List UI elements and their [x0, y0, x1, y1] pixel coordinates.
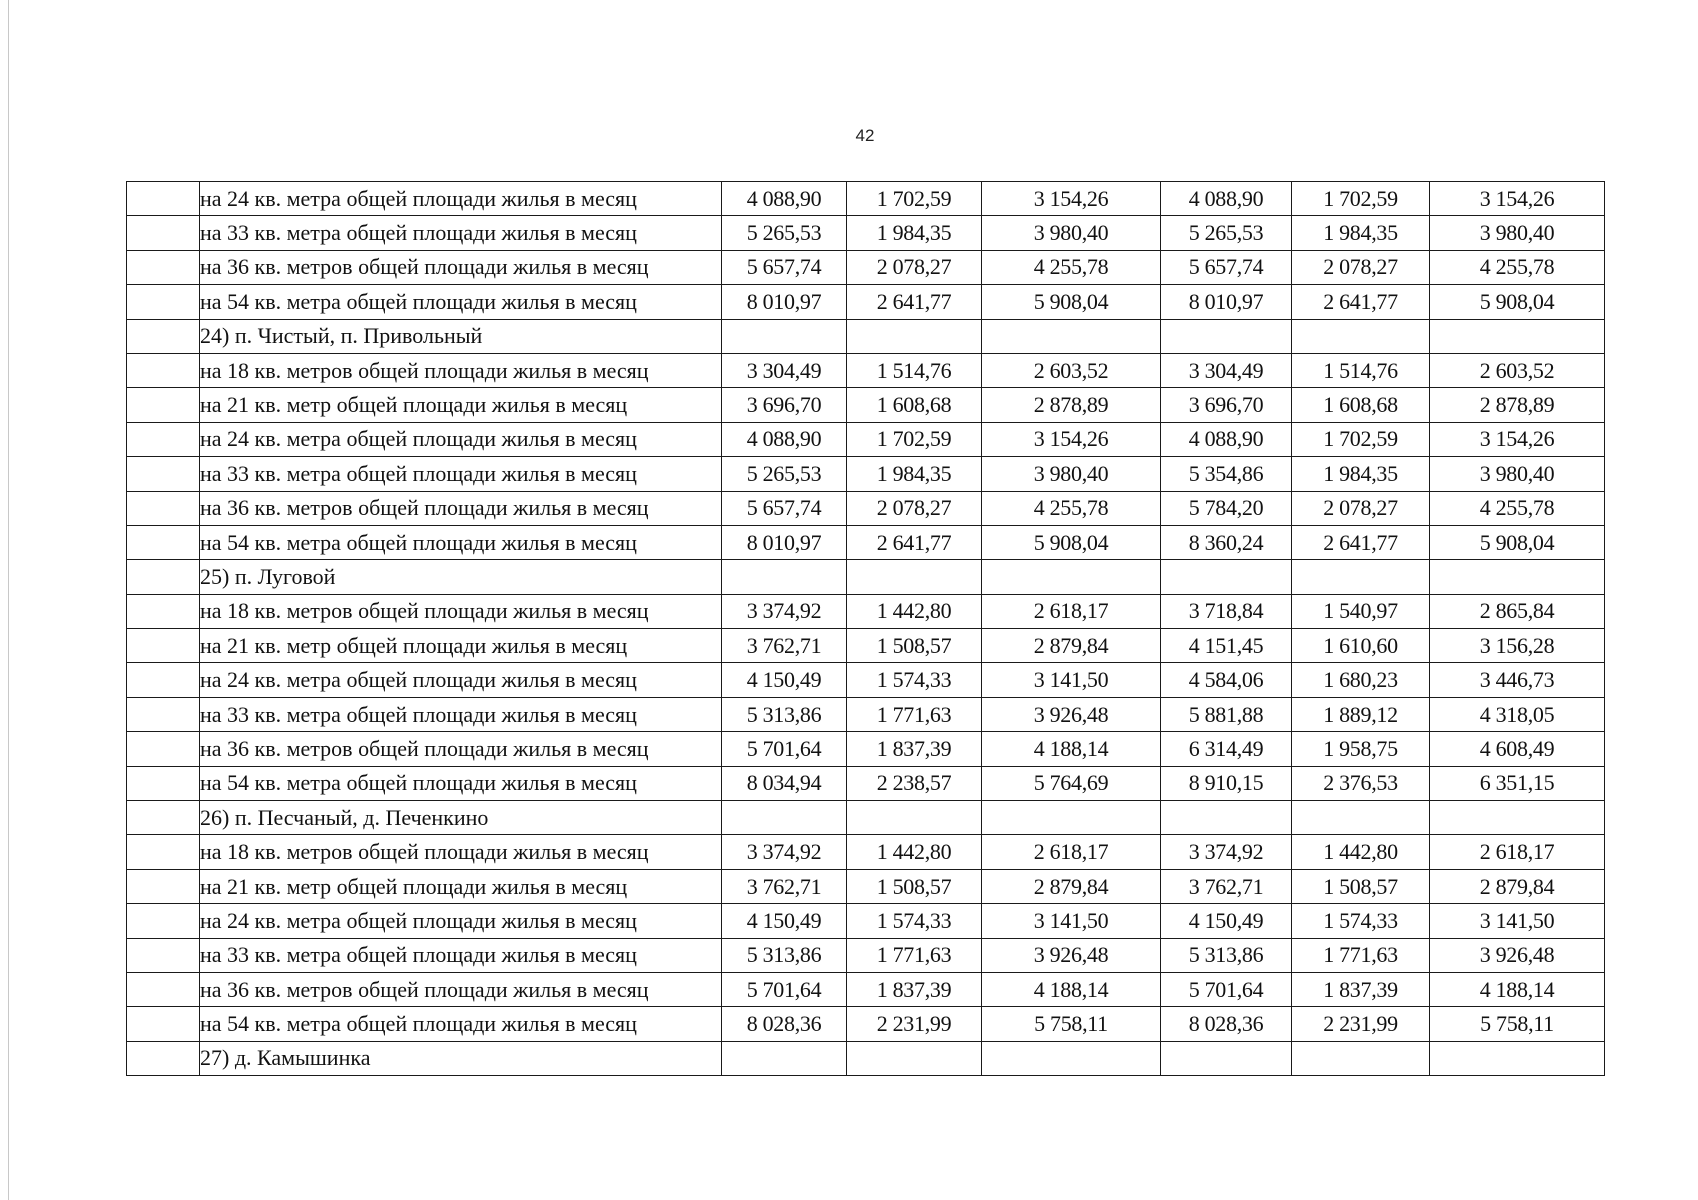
page-number: 42	[855, 126, 875, 145]
value-cell-6: 3 446,73	[1430, 663, 1605, 697]
value-cell-3: 5 908,04	[982, 285, 1161, 319]
value-cell-4: 4 584,06	[1161, 663, 1292, 697]
value-cell-3: 2 603,52	[982, 353, 1161, 387]
value-cell-4: 8 360,24	[1161, 525, 1292, 559]
scan-edge-line	[8, 0, 9, 1200]
value-cell-3: 4 255,78	[982, 491, 1161, 525]
row-label: на 21 кв. метр общей площади жилья в месяц	[200, 629, 722, 663]
value-cell-3: 3 926,48	[982, 938, 1161, 972]
row-index-cell	[127, 732, 200, 766]
row-label: на 54 кв. метра общей площади жилья в месяц	[200, 525, 722, 559]
tariff-table	[126, 181, 1605, 1076]
settlement-name: 25) п. Луговой	[200, 560, 722, 594]
value-cell-3: 5 764,69	[982, 766, 1161, 800]
value-cell-4: 3 374,92	[1161, 835, 1292, 869]
row-label: на 24 кв. метра общей площади жилья в месяц	[200, 182, 722, 216]
value-cell-4	[1161, 319, 1292, 353]
value-cell-2: 1 574,33	[847, 663, 982, 697]
value-cell-3: 4 188,14	[982, 732, 1161, 766]
row-label: на 18 кв. метров общей площади жилья в месяц	[200, 594, 722, 628]
value-cell-2: 1 702,59	[847, 422, 982, 456]
value-cell-4: 6 314,49	[1161, 732, 1292, 766]
value-cell-2: 1 442,80	[847, 594, 982, 628]
value-cell-2	[847, 801, 982, 835]
value-cell-5: 2 231,99	[1292, 1007, 1430, 1041]
value-cell-6: 4 608,49	[1430, 732, 1605, 766]
value-cell-3: 3 141,50	[982, 904, 1161, 938]
row-index-cell	[127, 801, 200, 835]
value-cell-2	[847, 319, 982, 353]
value-cell-6: 6 351,15	[1430, 766, 1605, 800]
value-cell-1: 4 150,49	[722, 904, 847, 938]
value-cell-5: 2 376,53	[1292, 766, 1430, 800]
value-cell-6: 3 154,26	[1430, 422, 1605, 456]
row-label: на 21 кв. метр общей площади жилья в месяц	[200, 388, 722, 422]
row-label: на 24 кв. метра общей площади жилья в месяц	[200, 904, 722, 938]
value-cell-1: 8 010,97	[722, 285, 847, 319]
value-cell-2: 2 641,77	[847, 525, 982, 559]
row-label: на 24 кв. метра общей площади жилья в месяц	[200, 663, 722, 697]
row-index-cell	[127, 560, 200, 594]
value-cell-6: 3 156,28	[1430, 629, 1605, 663]
value-cell-3: 3 154,26	[982, 182, 1161, 216]
value-cell-5	[1292, 319, 1430, 353]
table-row	[127, 663, 1605, 697]
value-cell-3: 3 980,40	[982, 216, 1161, 250]
row-index-cell	[127, 525, 200, 559]
row-label: на 33 кв. метра общей площади жилья в месяц	[200, 938, 722, 972]
value-cell-1: 5 701,64	[722, 732, 847, 766]
table-row	[127, 388, 1605, 422]
row-index-cell	[127, 972, 200, 1006]
row-label: на 33 кв. метра общей площади жилья в месяц	[200, 697, 722, 731]
value-cell-3	[982, 560, 1161, 594]
value-cell-2: 1 508,57	[847, 869, 982, 903]
value-cell-3: 4 255,78	[982, 250, 1161, 284]
row-index-cell	[127, 697, 200, 731]
value-cell-5: 1 771,63	[1292, 938, 1430, 972]
row-index-cell	[127, 422, 200, 456]
value-cell-5: 1 608,68	[1292, 388, 1430, 422]
table-row	[127, 250, 1605, 284]
row-index-cell	[127, 938, 200, 972]
value-cell-1	[722, 801, 847, 835]
value-cell-1: 3 374,92	[722, 835, 847, 869]
value-cell-6	[1430, 801, 1605, 835]
value-cell-4: 8 010,97	[1161, 285, 1292, 319]
settlement-group-row	[127, 801, 1605, 835]
value-cell-3: 4 188,14	[982, 972, 1161, 1006]
value-cell-4	[1161, 560, 1292, 594]
value-cell-6: 2 603,52	[1430, 353, 1605, 387]
value-cell-3: 5 908,04	[982, 525, 1161, 559]
table-row	[127, 766, 1605, 800]
table-row	[127, 629, 1605, 663]
row-index-cell	[127, 835, 200, 869]
value-cell-1: 8 028,36	[722, 1007, 847, 1041]
table-row	[127, 697, 1605, 731]
value-cell-1: 5 657,74	[722, 491, 847, 525]
row-index-cell	[127, 250, 200, 284]
row-label: на 24 кв. метра общей площади жилья в месяц	[200, 422, 722, 456]
value-cell-5: 1 984,35	[1292, 216, 1430, 250]
value-cell-6: 5 758,11	[1430, 1007, 1605, 1041]
value-cell-3: 3 926,48	[982, 697, 1161, 731]
value-cell-1: 5 265,53	[722, 216, 847, 250]
value-cell-3: 3 141,50	[982, 663, 1161, 697]
value-cell-6: 2 878,89	[1430, 388, 1605, 422]
row-index-cell	[127, 216, 200, 250]
value-cell-2: 1 771,63	[847, 697, 982, 731]
value-cell-4: 4 088,90	[1161, 182, 1292, 216]
table-row	[127, 904, 1605, 938]
value-cell-6: 5 908,04	[1430, 525, 1605, 559]
value-cell-2	[847, 1041, 982, 1075]
value-cell-1: 5 657,74	[722, 250, 847, 284]
value-cell-1: 8 010,97	[722, 525, 847, 559]
table-row	[127, 1007, 1605, 1041]
value-cell-1	[722, 1041, 847, 1075]
value-cell-6: 4 188,14	[1430, 972, 1605, 1006]
row-index-cell	[127, 285, 200, 319]
value-cell-2: 2 078,27	[847, 491, 982, 525]
value-cell-3: 3 980,40	[982, 457, 1161, 491]
value-cell-1: 4 088,90	[722, 182, 847, 216]
value-cell-4: 3 718,84	[1161, 594, 1292, 628]
row-index-cell	[127, 1041, 200, 1075]
value-cell-1: 4 150,49	[722, 663, 847, 697]
table-row	[127, 525, 1605, 559]
value-cell-5: 1 837,39	[1292, 972, 1430, 1006]
value-cell-5: 1 442,80	[1292, 835, 1430, 869]
value-cell-5: 1 540,97	[1292, 594, 1430, 628]
value-cell-6	[1430, 560, 1605, 594]
value-cell-6: 3 980,40	[1430, 457, 1605, 491]
row-index-cell	[127, 457, 200, 491]
row-label: на 54 кв. метра общей площади жилья в месяц	[200, 285, 722, 319]
table-row	[127, 835, 1605, 869]
row-index-cell	[127, 319, 200, 353]
table-row	[127, 422, 1605, 456]
row-label: на 36 кв. метров общей площади жилья в месяц	[200, 972, 722, 1006]
value-cell-2: 1 442,80	[847, 835, 982, 869]
value-cell-2: 1 702,59	[847, 182, 982, 216]
value-cell-2: 1 837,39	[847, 732, 982, 766]
value-cell-2	[847, 560, 982, 594]
table-row	[127, 457, 1605, 491]
table-row	[127, 938, 1605, 972]
row-index-cell	[127, 629, 200, 663]
value-cell-4: 5 313,86	[1161, 938, 1292, 972]
value-cell-3: 2 618,17	[982, 835, 1161, 869]
row-index-cell	[127, 353, 200, 387]
table-row	[127, 869, 1605, 903]
value-cell-3: 3 154,26	[982, 422, 1161, 456]
value-cell-2: 1 508,57	[847, 629, 982, 663]
table-row	[127, 594, 1605, 628]
row-label: на 54 кв. метра общей площади жилья в месяц	[200, 766, 722, 800]
row-label: на 36 кв. метров общей площади жилья в месяц	[200, 732, 722, 766]
value-cell-4: 4 151,45	[1161, 629, 1292, 663]
table-row	[127, 491, 1605, 525]
row-label: на 33 кв. метра общей площади жилья в месяц	[200, 216, 722, 250]
value-cell-3: 2 618,17	[982, 594, 1161, 628]
value-cell-5: 1 514,76	[1292, 353, 1430, 387]
value-cell-5: 1 680,23	[1292, 663, 1430, 697]
value-cell-5: 1 508,57	[1292, 869, 1430, 903]
value-cell-3: 2 879,84	[982, 629, 1161, 663]
value-cell-6: 4 318,05	[1430, 697, 1605, 731]
value-cell-1: 3 762,71	[722, 629, 847, 663]
value-cell-5: 1 610,60	[1292, 629, 1430, 663]
value-cell-5: 1 574,33	[1292, 904, 1430, 938]
row-label: на 36 кв. метров общей площади жилья в месяц	[200, 250, 722, 284]
value-cell-4: 4 088,90	[1161, 422, 1292, 456]
value-cell-6: 3 154,26	[1430, 182, 1605, 216]
value-cell-6: 3 980,40	[1430, 216, 1605, 250]
value-cell-3: 2 879,84	[982, 869, 1161, 903]
value-cell-2: 1 574,33	[847, 904, 982, 938]
value-cell-4	[1161, 801, 1292, 835]
value-cell-5: 1 702,59	[1292, 182, 1430, 216]
row-index-cell	[127, 491, 200, 525]
value-cell-1: 3 696,70	[722, 388, 847, 422]
value-cell-5: 1 889,12	[1292, 697, 1430, 731]
value-cell-3	[982, 1041, 1161, 1075]
value-cell-6: 4 255,78	[1430, 250, 1605, 284]
table-row	[127, 182, 1605, 216]
value-cell-1: 5 313,86	[722, 938, 847, 972]
value-cell-1	[722, 319, 847, 353]
table-row	[127, 216, 1605, 250]
settlement-name: 26) п. Песчаный, д. Печенкино	[200, 801, 722, 835]
tariff-table-body	[127, 182, 1605, 1076]
row-label: на 18 кв. метров общей площади жилья в месяц	[200, 353, 722, 387]
value-cell-4: 8 028,36	[1161, 1007, 1292, 1041]
row-index-cell	[127, 594, 200, 628]
value-cell-4: 3 762,71	[1161, 869, 1292, 903]
value-cell-2: 1 837,39	[847, 972, 982, 1006]
row-index-cell	[127, 388, 200, 422]
value-cell-2: 2 641,77	[847, 285, 982, 319]
value-cell-3	[982, 319, 1161, 353]
value-cell-5: 1 984,35	[1292, 457, 1430, 491]
row-label: на 33 кв. метра общей площади жилья в месяц	[200, 457, 722, 491]
value-cell-5: 2 078,27	[1292, 491, 1430, 525]
value-cell-6: 3 926,48	[1430, 938, 1605, 972]
value-cell-4: 5 881,88	[1161, 697, 1292, 731]
table-row	[127, 285, 1605, 319]
value-cell-1: 4 088,90	[722, 422, 847, 456]
value-cell-6: 4 255,78	[1430, 491, 1605, 525]
row-label: на 54 кв. метра общей площади жилья в месяц	[200, 1007, 722, 1041]
value-cell-2: 1 984,35	[847, 457, 982, 491]
value-cell-5: 2 641,77	[1292, 525, 1430, 559]
value-cell-1	[722, 560, 847, 594]
value-cell-4: 8 910,15	[1161, 766, 1292, 800]
value-cell-1: 5 265,53	[722, 457, 847, 491]
row-label: на 18 кв. метров общей площади жилья в месяц	[200, 835, 722, 869]
value-cell-4: 3 304,49	[1161, 353, 1292, 387]
value-cell-2: 2 078,27	[847, 250, 982, 284]
value-cell-4: 4 150,49	[1161, 904, 1292, 938]
value-cell-5	[1292, 560, 1430, 594]
row-index-cell	[127, 766, 200, 800]
value-cell-1: 5 701,64	[722, 972, 847, 1006]
value-cell-1: 8 034,94	[722, 766, 847, 800]
value-cell-2: 1 771,63	[847, 938, 982, 972]
value-cell-4: 5 657,74	[1161, 250, 1292, 284]
settlement-name: 27) д. Камышинка	[200, 1041, 722, 1075]
settlement-name: 24) п. Чистый, п. Привольный	[200, 319, 722, 353]
value-cell-6	[1430, 319, 1605, 353]
value-cell-6: 2 865,84	[1430, 594, 1605, 628]
value-cell-6: 5 908,04	[1430, 285, 1605, 319]
row-index-cell	[127, 1007, 200, 1041]
value-cell-5: 2 641,77	[1292, 285, 1430, 319]
settlement-group-row	[127, 560, 1605, 594]
value-cell-5: 1 958,75	[1292, 732, 1430, 766]
row-label: на 21 кв. метр общей площади жилья в месяц	[200, 869, 722, 903]
table-row	[127, 353, 1605, 387]
value-cell-2: 2 231,99	[847, 1007, 982, 1041]
row-index-cell	[127, 663, 200, 697]
value-cell-6: 3 141,50	[1430, 904, 1605, 938]
value-cell-1: 3 304,49	[722, 353, 847, 387]
value-cell-4	[1161, 1041, 1292, 1075]
value-cell-3: 5 758,11	[982, 1007, 1161, 1041]
settlement-group-row	[127, 319, 1605, 353]
settlement-group-row	[127, 1041, 1605, 1075]
value-cell-1: 3 374,92	[722, 594, 847, 628]
value-cell-2: 1 608,68	[847, 388, 982, 422]
value-cell-3: 2 878,89	[982, 388, 1161, 422]
table-row	[127, 972, 1605, 1006]
value-cell-4: 5 354,86	[1161, 457, 1292, 491]
value-cell-4: 3 696,70	[1161, 388, 1292, 422]
table-row	[127, 732, 1605, 766]
value-cell-2: 1 984,35	[847, 216, 982, 250]
value-cell-1: 5 313,86	[722, 697, 847, 731]
value-cell-4: 5 265,53	[1161, 216, 1292, 250]
row-index-cell	[127, 182, 200, 216]
value-cell-3	[982, 801, 1161, 835]
row-index-cell	[127, 869, 200, 903]
value-cell-5	[1292, 801, 1430, 835]
value-cell-4: 5 701,64	[1161, 972, 1292, 1006]
value-cell-6: 2 618,17	[1430, 835, 1605, 869]
value-cell-5: 1 702,59	[1292, 422, 1430, 456]
value-cell-1: 3 762,71	[722, 869, 847, 903]
value-cell-2: 1 514,76	[847, 353, 982, 387]
value-cell-6: 2 879,84	[1430, 869, 1605, 903]
value-cell-5: 2 078,27	[1292, 250, 1430, 284]
value-cell-5	[1292, 1041, 1430, 1075]
value-cell-2: 2 238,57	[847, 766, 982, 800]
row-label: на 36 кв. метров общей площади жилья в месяц	[200, 491, 722, 525]
value-cell-6	[1430, 1041, 1605, 1075]
value-cell-4: 5 784,20	[1161, 491, 1292, 525]
row-index-cell	[127, 904, 200, 938]
